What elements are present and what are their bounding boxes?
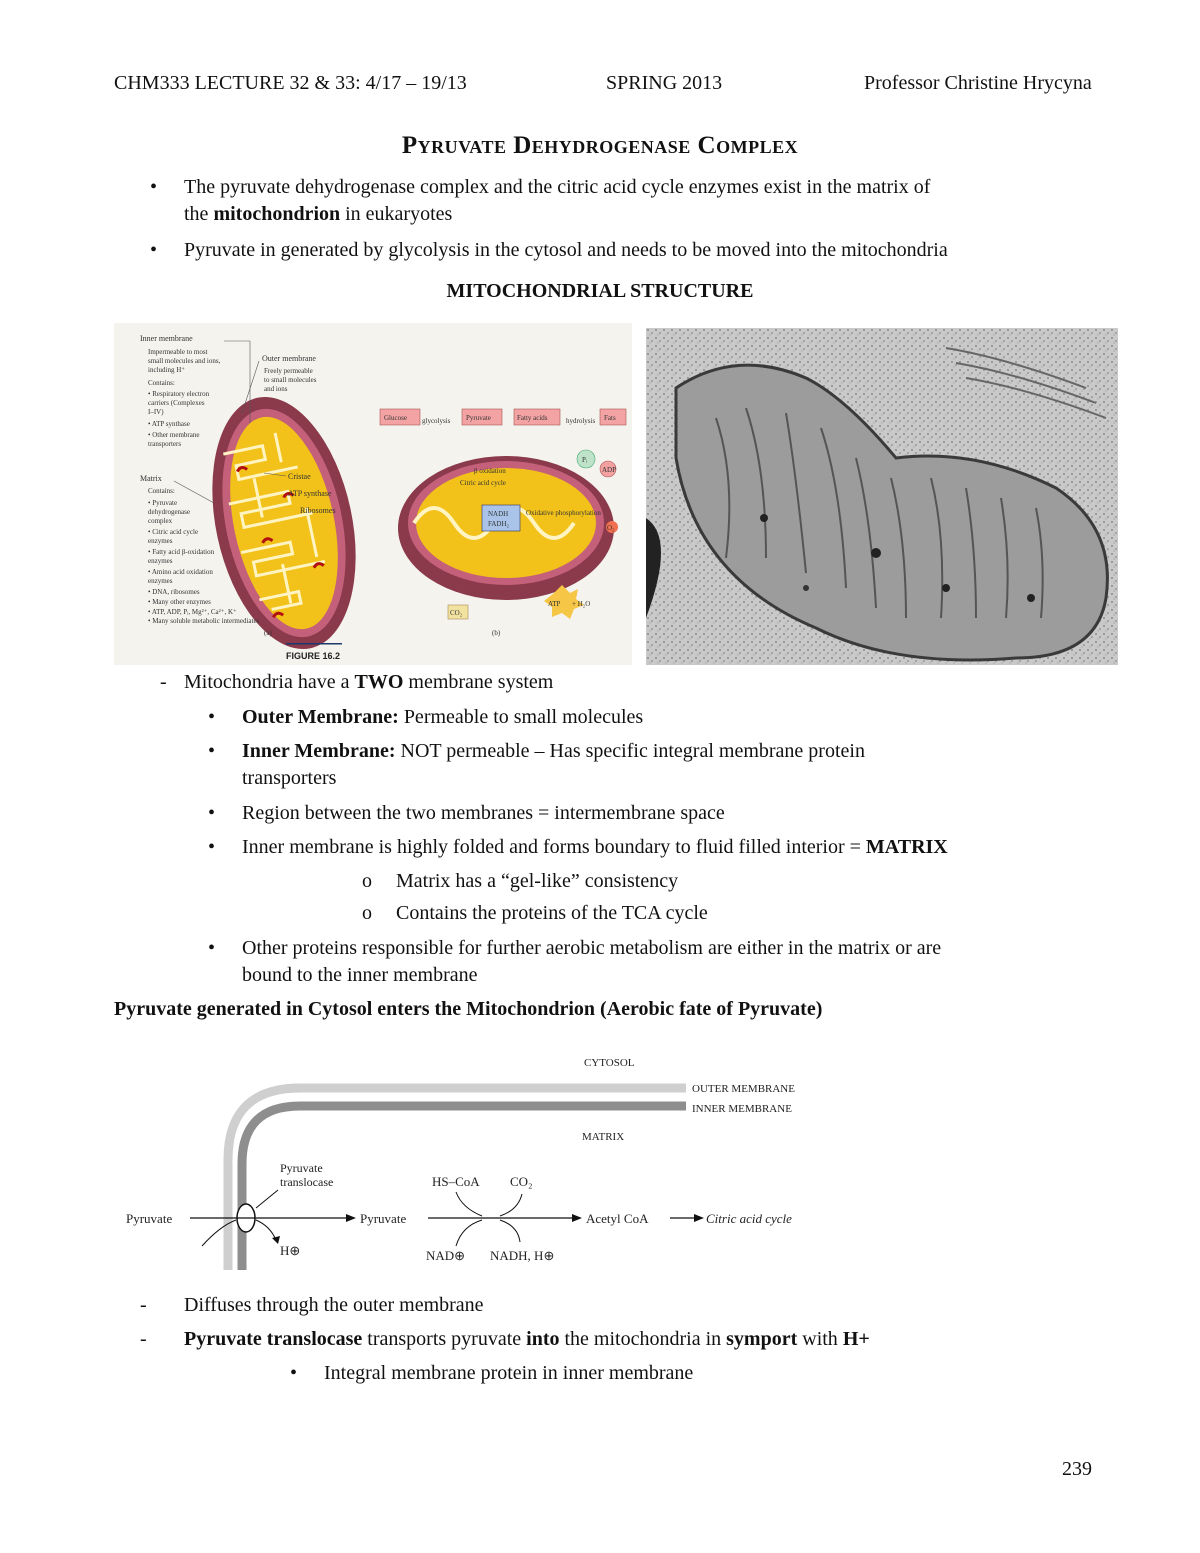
svg-text:• Fatty acid β-oxidation: • Fatty acid β-oxidation [148,548,215,556]
svg-text:Impermeable to most: Impermeable to most [148,348,208,356]
pyruvate-transport-diagram [110,1050,850,1280]
pyruvate-heading: Pyruvate generated in Cytosol enters the Mitochondrion (Aerobic fate of Pyruvate) [114,998,823,1020]
dash-marker: - [160,671,167,693]
svg-text:carriers (Complexes: carriers (Complexes [148,399,205,407]
label-outer-membrane: Outer membrane [262,354,316,363]
label-outer-membrane: OUTER MEMBRANE [692,1083,795,1095]
svg-text:• ATP synthase: • ATP synthase [148,420,190,428]
mitochondria-figure [114,323,632,665]
final-sub: Integral membrane protein in inner membrane [324,1362,694,1384]
svg-text:CO₂: CO₂ [510,1174,533,1189]
svg-text:complex: complex [148,517,173,525]
svg-text:Fats: Fats [604,414,616,422]
svg-text:Oxidative phosphorylation: Oxidative phosphorylation [526,509,601,517]
sub-marker: o [362,870,372,892]
bullet-marker: • [290,1362,298,1384]
svg-text:Citric acid cycle: Citric acid cycle [706,1211,792,1226]
header-professor: Professor Christine Hrycyna [864,72,1092,94]
svg-text:• ATP, ADP, Pᵢ, Mg²⁺, Ca²⁺, K⁺: • ATP, ADP, Pᵢ, Mg²⁺, Ca²⁺, K⁺ [148,608,237,616]
svg-text:ATP: ATP [548,600,561,608]
svg-text:transporters: transporters [148,440,182,448]
sub-marker: o [362,902,372,924]
final-point-2: Pyruvate translocase transports pyruvate into the mitochondria in symport with H+ [184,1328,870,1350]
svg-text:to small molecules: to small molecules [264,376,317,384]
proton-label: H⊕ [280,1243,301,1258]
dash-marker: - [140,1328,147,1350]
svg-text:hydrolysis: hydrolysis [566,417,596,425]
svg-text:glycolysis: glycolysis [422,417,451,425]
matrix-sub-1: Matrix has a “gel-like” consistency [396,870,679,892]
intro-bullet-1-line1: The pyruvate dehydrogenase complex and the citric acid cycle enzymes exist in the matrix of [184,176,931,198]
label-matrix: MATRIX [582,1131,625,1143]
header-term: SPRING 2013 [606,72,723,94]
pyruvate-outside: Pyruvate [126,1211,173,1226]
bullet-marker: • [208,937,216,959]
bullet-marker: • [208,836,216,858]
svg-text:(a): (a) [264,629,272,637]
section-heading: MITOCHONDRIAL STRUCTURE [446,280,754,302]
svg-text:Glucose: Glucose [384,414,407,422]
svg-text:Ribosomes: Ribosomes [300,506,336,515]
svg-text:Contains:: Contains: [148,487,175,495]
svg-text:NADH: NADH [488,510,509,518]
final-point-1: Diffuses through the outer membrane [184,1294,484,1316]
svg-text:NADH, H⊕: NADH, H⊕ [490,1248,555,1263]
membrane-point-region: Region between the two membranes = intermembrane space [242,802,725,824]
label-inner-membrane: Inner membrane [140,334,193,343]
inner-desc-lines [148,348,221,448]
membrane-point-inner: Inner Membrane: NOT permeable – Has specific integral membrane protein transporters [242,740,865,789]
bullet-marker: • [150,239,158,261]
header-course: CHM333 LECTURE 32 & 33: 4/17 – 19/13 [114,72,467,94]
svg-text:ATP synthase: ATP synthase [288,489,332,498]
electron-micrograph [646,328,1118,665]
svg-text:NAD⊕: NAD⊕ [426,1248,466,1263]
figure-caption: FIGURE 16.2 [286,651,341,661]
bullet-marker: • [208,802,216,824]
membrane-point-matrix: Inner membrane is highly folded and forms boundary to fluid filled interior = MATRIX [242,836,948,858]
svg-text:and ions: and ions [264,385,288,393]
svg-text:• DNA, ribosomes: • DNA, ribosomes [148,588,200,596]
svg-text:Fatty acids: Fatty acids [517,414,548,422]
svg-text:Cristae: Cristae [288,472,311,481]
svg-text:Pᵢ: Pᵢ [582,456,588,464]
svg-text:• Amino acid oxidation: • Amino acid oxidation [148,568,213,576]
bullet-marker: • [208,740,216,762]
svg-text:Freely permeable: Freely permeable [264,367,313,375]
svg-text:• Respiratory electron: • Respiratory electron [148,390,210,398]
dash-marker: - [140,1294,147,1316]
intro-bullet-1 [184,174,1084,228]
svg-text:• Citric acid cycle: • Citric acid cycle [148,528,199,536]
matrix-sub-2: Contains the proteins of the TCA cycle [396,902,708,924]
svg-text:(b): (b) [492,629,501,637]
svg-text:β oxidation: β oxidation [474,467,506,475]
svg-text:CO₂: CO₂ [450,609,463,617]
svg-text:Contains:: Contains: [148,379,175,387]
pyruvate-inside: Pyruvate [360,1211,407,1226]
label-cytosol: CYTOSOL [584,1057,635,1069]
svg-text:FADH₂: FADH₂ [488,520,509,528]
svg-text:ADP: ADP [602,466,617,474]
page-number: 239 [1062,1458,1092,1480]
mitochondria-illustration [114,323,632,665]
svg-text:enzymes: enzymes [148,557,173,565]
svg-text:enzymes: enzymes [148,537,173,545]
micrograph-image [646,328,1118,665]
membrane-point-outer: Outer Membrane: Permeable to small molecules [242,706,644,728]
intro-bullet-1-line2: the mitochondrion in eukaryotes [184,203,453,225]
svg-text:enzymes: enzymes [148,577,173,585]
svg-text:• Pyruvate: • Pyruvate [148,499,178,507]
svg-text:Pyruvate: Pyruvate [280,1161,323,1175]
svg-text:including H⁺: including H⁺ [148,366,185,374]
bullet-marker: • [208,706,216,728]
svg-text:small molecules and ions,: small molecules and ions, [148,357,221,365]
svg-text:Citric acid cycle: Citric acid cycle [460,479,506,487]
svg-text:O₂: O₂ [607,524,615,532]
svg-text:HS–CoA: HS–CoA [432,1174,480,1189]
svg-text:Pyruvate: Pyruvate [466,414,491,422]
label-matrix: Matrix [140,474,162,483]
svg-text:translocase: translocase [280,1175,334,1189]
svg-text:• Other membrane: • Other membrane [148,431,200,439]
svg-text:dehydrogenase: dehydrogenase [148,508,190,516]
bullet-marker: • [150,176,158,198]
label-inner-membrane: INNER MEMBRANE [692,1103,792,1115]
svg-text:I–IV): I–IV) [148,408,164,416]
membrane-intro: Mitochondria have a TWO membrane system [184,671,554,693]
svg-text:• Many other enzymes: • Many other enzymes [148,598,211,606]
svg-text:+ H₂O: + H₂O [572,600,591,608]
page-title: Pyruvate Dehydrogenase Complex [401,132,799,159]
svg-text:Acetyl CoA: Acetyl CoA [586,1211,649,1226]
svg-text:• Many soluble metabolic inter: • Many soluble metabolic intermediates [148,617,260,625]
other-proteins: Other proteins responsible for further aerobic metabolism are either in the matrix or are bound to the inner membrane [242,937,942,986]
intro-bullet-2: Pyruvate in generated by glycolysis in the cytosol and needs to be moved into the mitochondria [184,239,948,261]
